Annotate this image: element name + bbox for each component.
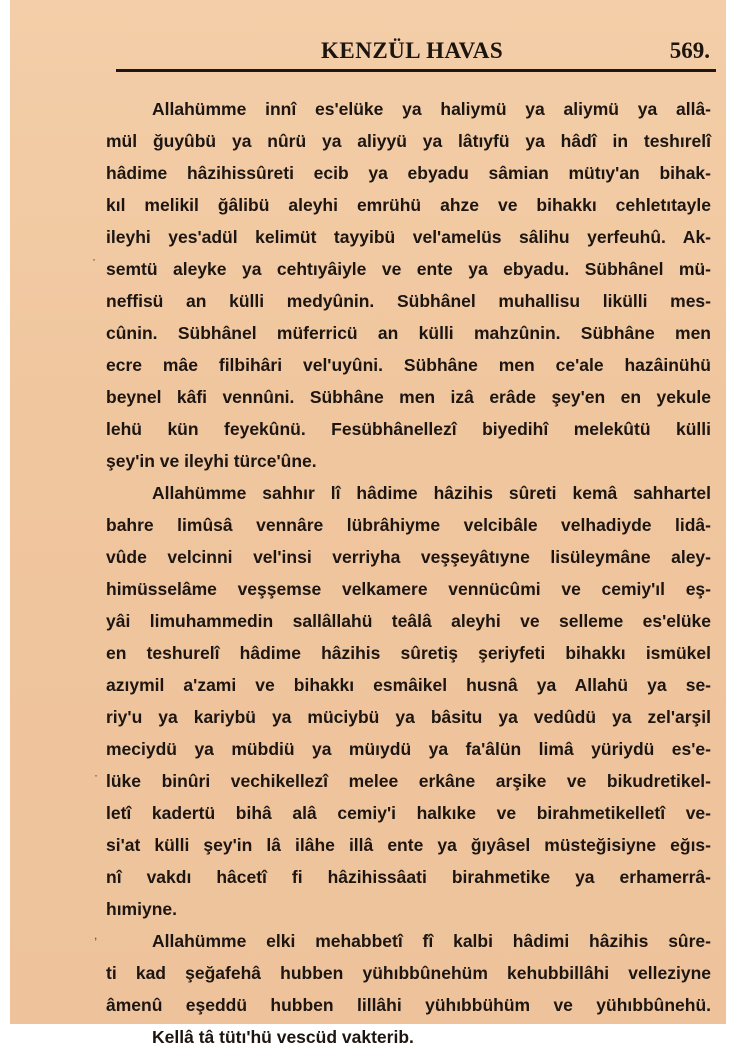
text-line: ileyhi yes'adül kelimüt tayyibü vel'amelüs sâlihu yerfeuhû. Ak-	[106, 227, 711, 247]
text-line: kıl melikil ğâlibü aleyhi emrühü ahze ve bihakkı cehletıtayle	[106, 195, 711, 215]
margin-speck: ·	[92, 252, 96, 266]
margin-speck: ,	[94, 928, 98, 942]
text-line: cûnin. Sübhânel müferricü an külli mahzûnin. Sübhâne men	[106, 323, 711, 343]
text-line: yâi limuhammedin sallâllahü teâlâ aleyhi ve selleme es'elüke	[106, 611, 711, 631]
text-line: neffisü an külli medyûnin. Sübhânel muhallisu likülli mes-	[106, 291, 711, 311]
header-rule	[116, 69, 716, 72]
text-line: meciydü ya mübdiü ya müıydü ya fa'âlün limâ yüriydü es'e-	[106, 739, 711, 759]
text-line: Kellâ tâ tütı'hü vescüd vakterib.	[152, 1027, 414, 1047]
text-line: âmenû eşeddü hubben lillâhi yühıbbühüm ve yühıbbûnehü.	[106, 995, 711, 1015]
book-page	[10, 0, 726, 1047]
text-line: hâdime hâzihissûreti ecib ya ebyadu sâmian mütıy'an bihak-	[106, 163, 711, 183]
margin-speck: ·	[94, 768, 98, 782]
text-line: en teshurelî hâdime hâzihis sûretiş şeriyfeti bihakkı ismükel	[106, 643, 711, 663]
text-line: mül ğuyûbü ya nûrü ya aliyyü ya lâtıyfü ya hâdî in teshırelî	[106, 131, 711, 151]
text-line: Allahümme elki mehabbetî fî kalbi hâdimi hâzihis sûre-	[152, 931, 711, 951]
page-header	[116, 36, 716, 70]
text-line: hımiyne.	[106, 899, 177, 919]
text-line: şey'in ve ileyhi türce'ûne.	[106, 451, 317, 471]
text-line: himüsselâme veşşemse velkamere vennücûmi ve cemiy'ıl eş-	[106, 579, 711, 599]
text-line: letî kadertü bihâ alâ cemiy'i halkıke ve birahmetikelletî ve-	[106, 803, 711, 823]
body-text	[106, 93, 711, 1053]
text-line: semtü aleyke ya cehtıyâiyle ve ente ya ebyadu. Sübhânel mü-	[106, 259, 711, 279]
page-number: 569.	[669, 38, 710, 63]
text-line: ecre mâe filbihâri vel'uyûni. Sübhâne men ce'ale hazâinühü	[106, 355, 711, 375]
text-line: Allahümme innî es'elüke ya haliymü ya aliymü ya allâ-	[152, 99, 711, 119]
text-line: Allahümme sahhır lî hâdime hâzihis sûreti kemâ sahhartel	[152, 483, 711, 503]
text-line: nî vakdı hâcetî fi hâzihissâati birahmetike ya erhamerrâ-	[106, 867, 711, 887]
text-line: bahre limûsâ vennâre lübrâhiyme velcibâle velhadiyde lidâ-	[106, 515, 711, 535]
text-line: lüke binûri vechikellezî melee erkâne arşike ve bikudretikel-	[106, 771, 711, 791]
text-line: vûde velcinni vel'insi verriyha veşşeyâtıyne lisüleymâne aley-	[106, 547, 711, 567]
text-line: riy'u ya kariybü ya müciybü ya bâsitu ya vedûdü ya zel'arşil	[106, 707, 711, 727]
text-line: azıymil a'zami ve bihakkı esmâikel husnâ ya Allahü ya se-	[106, 675, 711, 695]
text-line: ti kad şeğafehâ hubben yühıbbûnehüm kehubbillâhi velleziyne	[106, 963, 711, 983]
text-line: si'at külli şey'in lâ ilâhe illâ ente ya ğıyâsel müsteğisiyne eğıs-	[106, 835, 711, 855]
running-title: KENZÜL HAVAS	[321, 38, 504, 63]
text-line: lehü kün feyekûnü. Fesübhânellezî biyedihî melekûtü külli	[106, 419, 711, 439]
text-line: beynel kâfi vennûni. Sübhâne men izâ erâde şey'en en yekule	[106, 387, 711, 407]
